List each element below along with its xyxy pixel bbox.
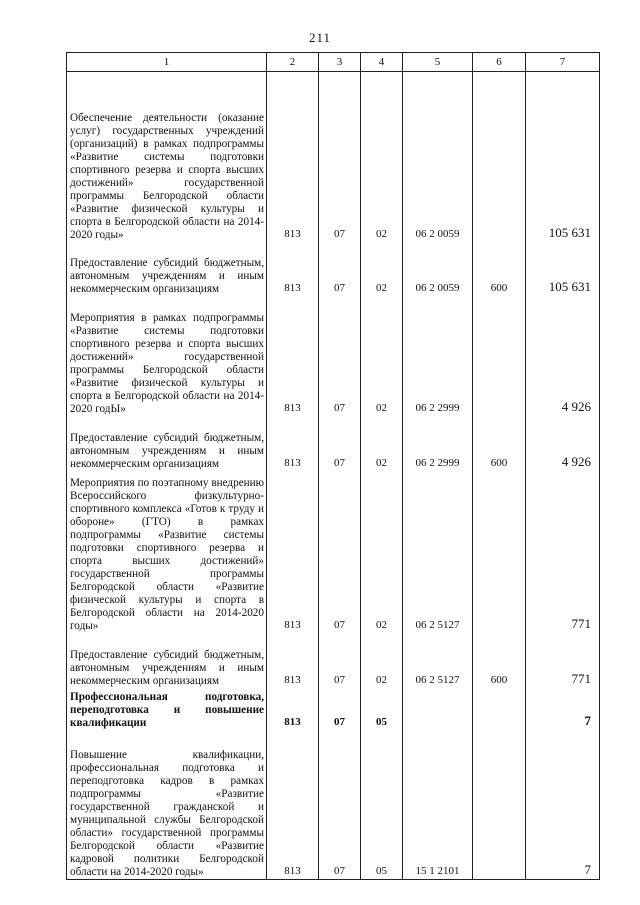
cell-gr: 813 xyxy=(267,688,319,730)
table-row xyxy=(67,242,600,296)
cell-pr: 02 xyxy=(361,296,403,416)
col-header-2: 2 xyxy=(267,53,319,72)
header-row xyxy=(67,53,600,72)
cell-cs: 06 2 2999 xyxy=(403,296,473,416)
table-row xyxy=(67,688,600,730)
col-header-1: 1 xyxy=(67,53,267,72)
cell-vr: 600 xyxy=(473,242,526,296)
cell-pr: 05 xyxy=(361,730,403,880)
cell-vr xyxy=(473,688,526,730)
cell-pr: 05 xyxy=(361,688,403,730)
row-name: Предоставление субсидий бюджетным, автономным учреждениям и иным некоммерческим организациям xyxy=(67,416,267,471)
row-name: Мероприятия по поэтапному внедрению Всероссийского физкультурно-спортивного комплекса «Готов к труду и обороне» (ГТО) в рамках подпрограммы «Развитие системы подготовки спортивного резерва и спорта высших достижений» государственной программы Белгородской области «Развитие физической культуры и спорта в Белгородской области на 2014-2020 годы» xyxy=(67,471,267,633)
row-name: Профессиональная подготовка, переподготовка и повышение квалификации xyxy=(67,688,267,730)
cell-cs: 06 2 0059 xyxy=(403,242,473,296)
cell-rz: 07 xyxy=(319,688,361,730)
cell-gr: 813 xyxy=(267,242,319,296)
row-name: Мероприятия в рамках подпрограммы «Развитие системы подготовки спортивного резерва и спорта высших достижений» государственной программы Белгородской области «Развитие физической культуры и спорта в Белгородской области на 2014-2020 годЫ» xyxy=(67,296,267,416)
cell-pr: 02 xyxy=(361,416,403,471)
row-name: Предоставление субсидий бюджетным, автономным учреждениям и иным некоммерческим организациям xyxy=(67,633,267,688)
cell-cs: 06 2 0059 xyxy=(403,72,473,242)
table-row xyxy=(67,730,600,880)
col-header-7: 7 xyxy=(526,53,600,72)
cell-sum: 771 xyxy=(526,471,600,633)
cell-cs xyxy=(403,688,473,730)
table-row xyxy=(67,633,600,688)
cell-cs: 15 1 2101 xyxy=(403,730,473,880)
cell-rz: 07 xyxy=(319,416,361,471)
cell-pr: 02 xyxy=(361,242,403,296)
cell-rz: 07 xyxy=(319,633,361,688)
budget-table xyxy=(66,52,600,880)
cell-vr xyxy=(473,730,526,880)
cell-sum: 105 631 xyxy=(526,242,600,296)
table-row xyxy=(67,416,600,471)
row-name: Повышение квалификации, профессиональная подготовка и переподготовка кадров в рамках подпрограммы «Развитие государственной гражданской и муниципальной службы Белгородской области» государственной программы Белгородской области «Развитие кадровой политики Белгородской области на 2014-2020 годы» xyxy=(67,730,267,880)
cell-vr xyxy=(473,72,526,242)
table-row xyxy=(67,471,600,633)
cell-vr: 600 xyxy=(473,416,526,471)
row-name: Предоставление субсидий бюджетным, автономным учреждениям и иным некоммерческим организациям xyxy=(67,242,267,296)
cell-cs: 06 2 5127 xyxy=(403,633,473,688)
cell-rz: 07 xyxy=(319,730,361,880)
cell-vr xyxy=(473,471,526,633)
cell-vr xyxy=(473,296,526,416)
cell-rz: 07 xyxy=(319,72,361,242)
cell-gr: 813 xyxy=(267,730,319,880)
cell-gr: 813 xyxy=(267,416,319,471)
cell-gr: 813 xyxy=(267,633,319,688)
cell-cs: 06 2 5127 xyxy=(403,471,473,633)
table-row xyxy=(67,296,600,416)
cell-cs: 06 2 2999 xyxy=(403,416,473,471)
page-number: 211 xyxy=(308,30,332,45)
row-name: Обеспечение деятельности (оказание услуг) государственных учреждений (организаций) в рамках подпрограммы «Развитие системы подготовки спортивного резерва и спорта высших достижений» государственной программы Белгородской области «Развитие физической культуры и спорта в Белгородской области на 2014-2020 годы» xyxy=(67,72,267,242)
cell-sum: 105 631 xyxy=(526,72,600,242)
col-header-5: 5 xyxy=(403,53,473,72)
cell-gr: 813 xyxy=(267,72,319,242)
col-header-4: 4 xyxy=(361,53,403,72)
cell-gr: 813 xyxy=(267,471,319,633)
cell-sum: 4 926 xyxy=(526,416,600,471)
cell-pr: 02 xyxy=(361,72,403,242)
cell-sum: 4 926 xyxy=(526,296,600,416)
cell-pr: 02 xyxy=(361,471,403,633)
cell-sum: 7 xyxy=(526,730,600,880)
cell-sum: 771 xyxy=(526,633,600,688)
cell-pr: 02 xyxy=(361,633,403,688)
table-row xyxy=(67,72,600,242)
cell-rz: 07 xyxy=(319,471,361,633)
cell-vr: 600 xyxy=(473,633,526,688)
col-header-6: 6 xyxy=(473,53,526,72)
cell-gr: 813 xyxy=(267,296,319,416)
col-header-3: 3 xyxy=(319,53,361,72)
cell-sum: 7 xyxy=(526,688,600,730)
cell-rz: 07 xyxy=(319,296,361,416)
cell-rz: 07 xyxy=(319,242,361,296)
